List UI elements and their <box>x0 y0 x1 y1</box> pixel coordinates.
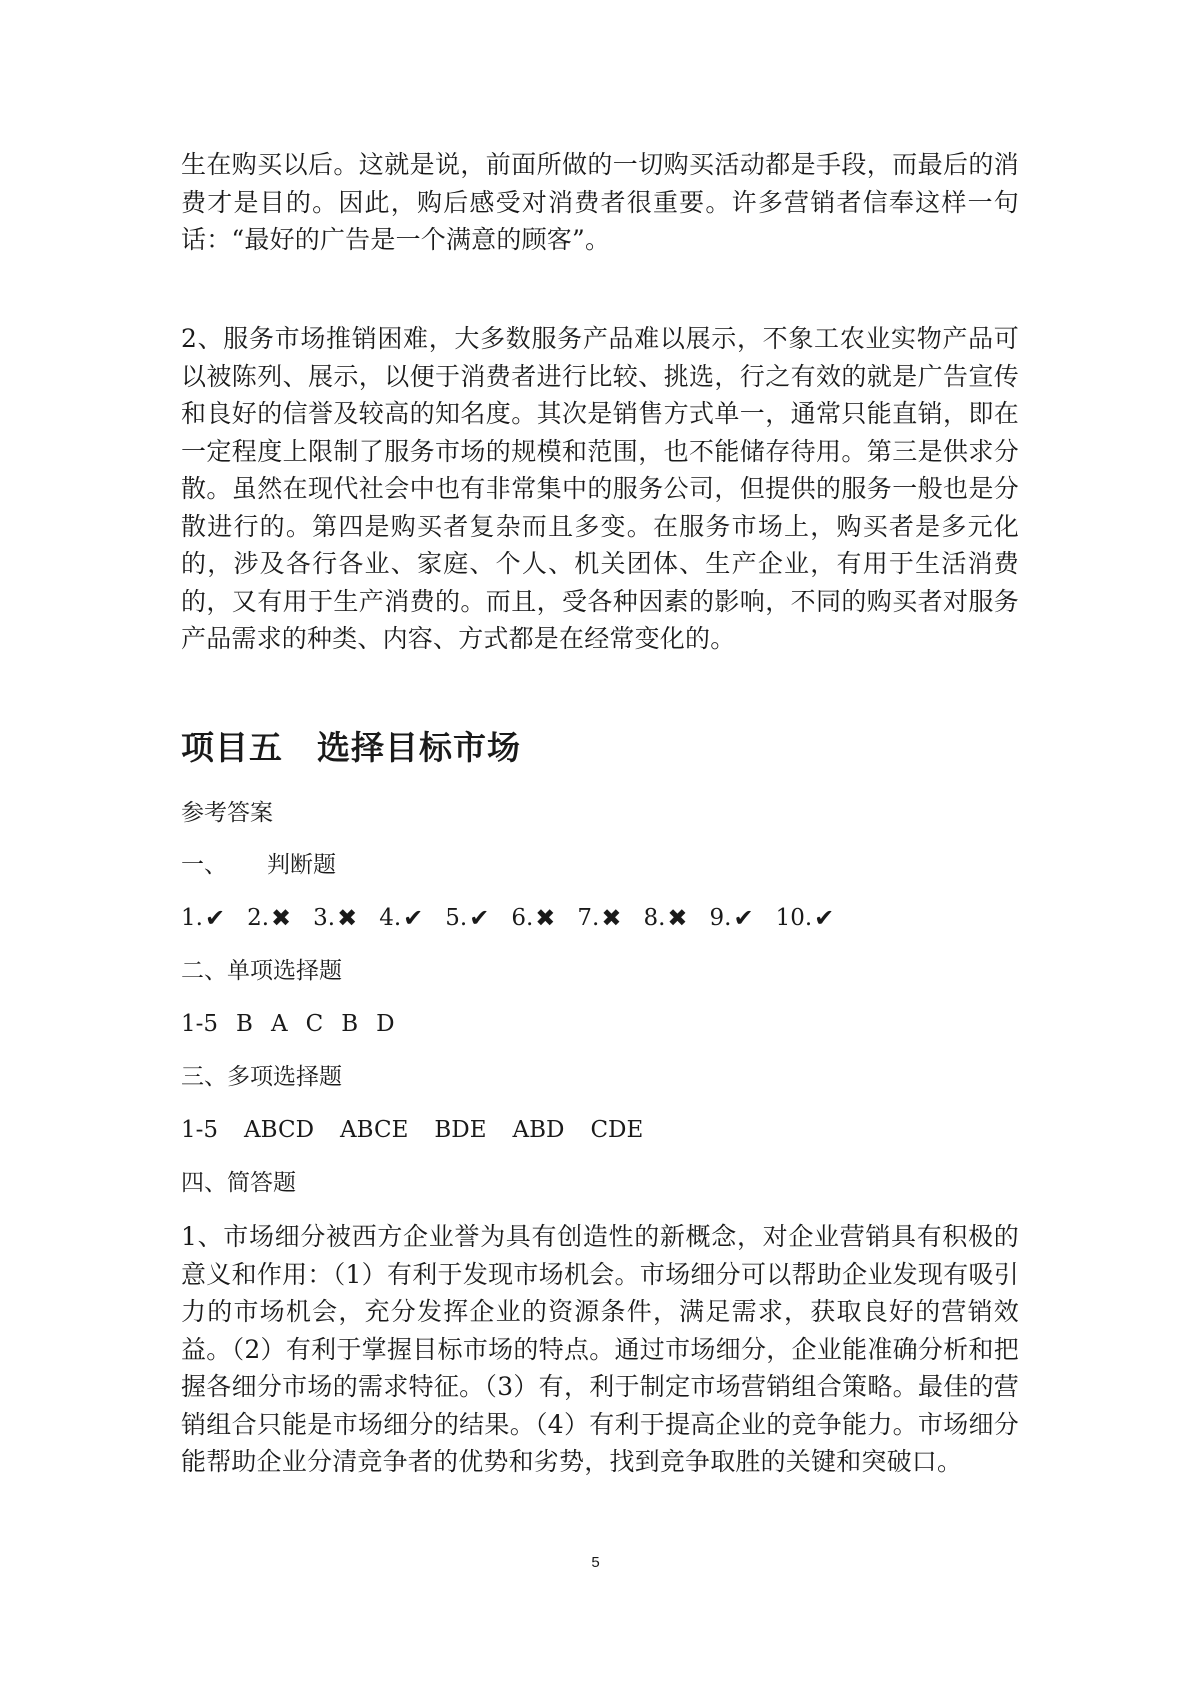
multi-choice-answers <box>181 1114 669 1146</box>
multi-choice-answer: ABCE <box>340 1117 409 1143</box>
multi-choice-range: 1-5 <box>181 1117 219 1143</box>
intro-paragraph: 生在购买以后。这就是说，前面所做的一切购买活动都是手段，而最后的消费才是目的。因此，购后感受对消费者很重要。许多营销者信奉这样一句话：“最好的广告是一个满意的顾客”。 <box>181 150 1019 254</box>
reference-answer-label: 参考答案 <box>181 800 273 826</box>
single-choice-answers <box>181 1008 413 1040</box>
single-choice-answer: C <box>305 1011 324 1037</box>
multi-choice-answer: ABCD <box>244 1117 315 1143</box>
tf-mark-icon: ✔ <box>469 904 490 932</box>
single-choice-answer: B <box>341 1011 359 1037</box>
short-answer-heading: 四、简答题 <box>181 1170 296 1196</box>
tf-answer-item: 5. ✔ <box>445 904 490 932</box>
tf-mark-icon: ✔ <box>733 904 754 932</box>
tf-answer-item: 7. ✖ <box>577 904 622 932</box>
tf-answer-item: 6. ✖ <box>511 904 556 932</box>
tf-answer-item: 8. ✖ <box>643 904 688 932</box>
service-market-paragraph: 2、服务市场推销困难，大多数服务产品难以展示，不象工农业实物产品可以被陈列、展示，以便于消费者进行比较、挑选，行之有效的就是广告宣传和良好的信誉及较高的知名度。其次是销售方式单一，通常只能直销，即在一定程度上限制了服务市场的规模和范围，也不能储存待用。第三是供求分散。虽然在现代社会中也有非常集中的服务公司，但提供的服务一般也是分散进行的。第四是购买者复杂而且多变。在服务市场上，购买者是多元化的，涉及各行各业、家庭、个人、机关团体、生产企业，有用于生活消费的，又有用于生产消费的。而且，受各种因素的影响，不同的购买者对服务产品需求的种类、内容、方式都是在经常变化的。 <box>181 324 1019 653</box>
single-choice-range: 1-5 <box>181 1011 219 1037</box>
tf-answer-item: 2. ✖ <box>247 904 292 932</box>
multi-choice-answer: BDE <box>434 1117 487 1143</box>
tf-answer-item: 10. ✔ <box>775 904 835 932</box>
section-title: 项目五 选择目标市场 <box>181 728 521 767</box>
tf-answer-item: 3. ✖ <box>313 904 358 932</box>
tf-mark-icon: ✖ <box>601 904 622 932</box>
multi-choice-answer: CDE <box>590 1117 644 1143</box>
segmentation-paragraph-block <box>181 1218 1019 1481</box>
service-market-paragraph-block <box>181 320 1019 658</box>
tf-mark-icon: ✖ <box>271 904 292 932</box>
tf-answer-item: 9. ✔ <box>709 904 754 932</box>
multi-choice-heading: 三、多项选择题 <box>181 1064 342 1090</box>
intro-paragraph-block <box>181 146 1019 259</box>
segmentation-paragraph: 1、市场细分被西方企业誉为具有创造性的新概念，对企业营销具有积极的意义和作用：（1）有利于发现市场机会。市场细分可以帮助企业发现有吸引力的市场机会，充分发挥企业的资源条件，满足需求，获取良好的营销效益。（2）有利于掌握目标市场的特点。通过市场细分，企业能准确分析和把握各细分市场的需求特征。（3）有，利于制定市场营销组合策略。最佳的营销组合只能是市场细分的结果。（4）有利于提高企业的竞争能力。市场细分能帮助企业分清竞争者的优势和劣势，找到竞争取胜的关键和突破口。 <box>181 1222 1019 1476</box>
single-choice-answer: B <box>236 1011 253 1037</box>
tf-answer-item: 4. ✔ <box>379 904 424 932</box>
multi-choice-answer: ABD <box>512 1117 565 1143</box>
tf-mark-icon: ✖ <box>667 904 688 932</box>
tf-mark-icon: ✖ <box>337 904 358 932</box>
true-false-answers <box>181 902 856 934</box>
true-false-heading-number: 一、 <box>181 852 227 878</box>
single-choice-heading: 二、单项选择题 <box>181 958 342 984</box>
tf-mark-icon: ✖ <box>535 904 556 932</box>
tf-answer-item: 1. ✔ <box>181 904 226 932</box>
tf-mark-icon: ✔ <box>403 904 424 932</box>
page-number: 5 <box>591 1554 600 1571</box>
true-false-heading-text: 判断题 <box>267 852 336 878</box>
single-choice-answer: A <box>270 1011 288 1037</box>
true-false-heading <box>181 849 336 881</box>
tf-mark-icon: ✔ <box>204 904 226 932</box>
single-choice-answer: D <box>376 1011 395 1037</box>
tf-mark-icon: ✔ <box>814 904 835 932</box>
